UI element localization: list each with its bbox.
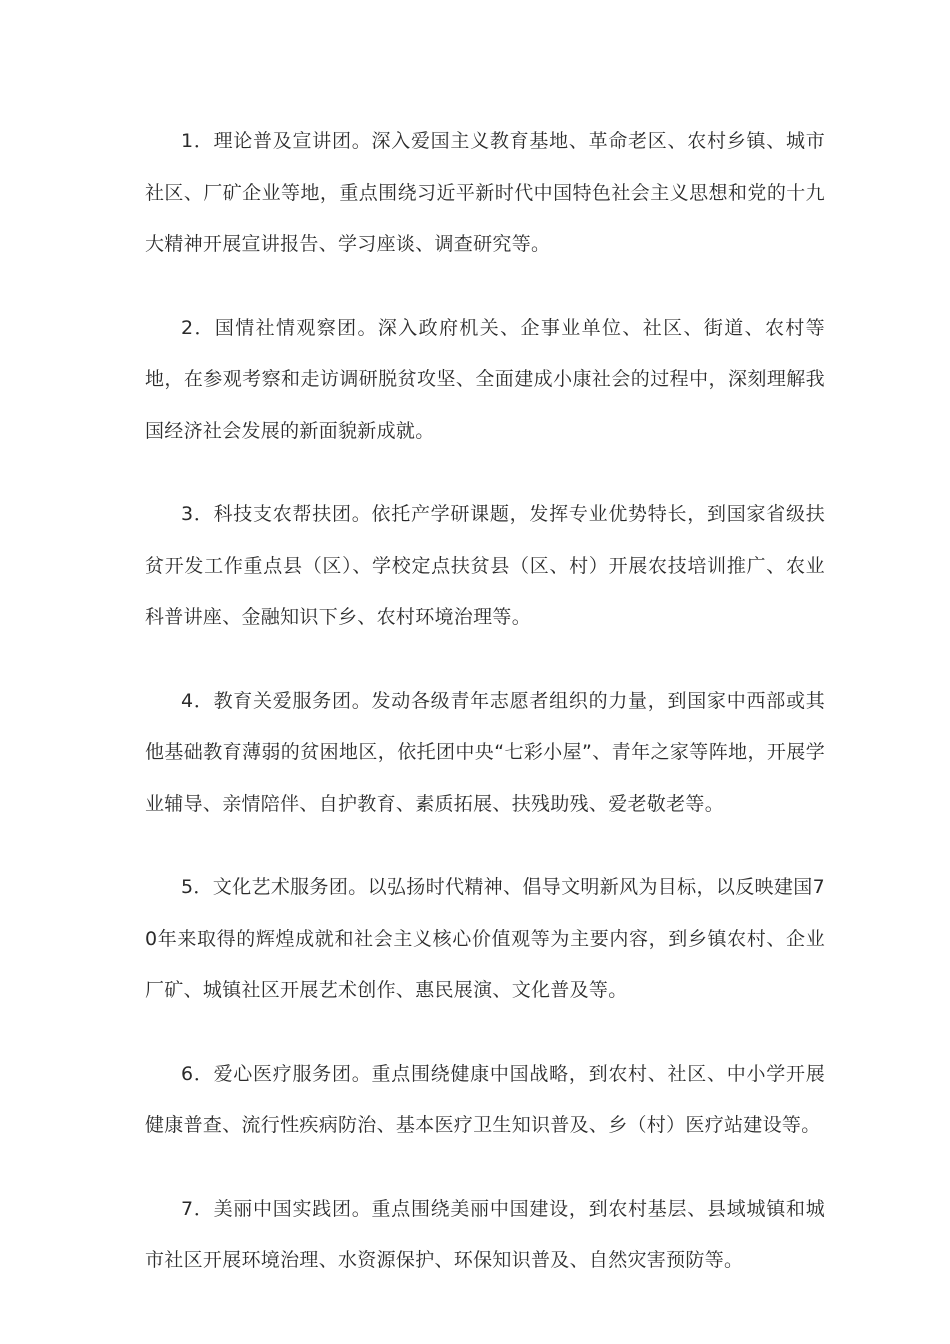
document-body: [145, 116, 825, 1287]
paragraph-5: 5．文化艺术服务团。以弘扬时代精神、倡导文明新风为目标，以反映建国70年来取得的辉煌成就和社会主义核心价值观等为主要内容，到乡镇农村、企业厂矿、城镇社区开展艺术创作、惠民展演、文化普及等。: [145, 876, 825, 1001]
paragraph-2: 2．国情社情观察团。深入政府机关、企事业单位、社区、街道、农村等地，在参观考察和走访调研脱贫攻坚、全面建成小康社会的过程中，深刻理解我国经济社会发展的新面貌新成就。: [145, 316, 825, 442]
paragraph-4: 4．教育关爱服务团。发动各级青年志愿者组织的力量，到国家中西部或其他基础教育薄弱的贫困地区，依托团中央“七彩小屋”、青年之家等阵地，开展学业辅导、亲情陪伴、自护教育、素质拓展、扶残助残、爱老敬老等。: [145, 689, 825, 815]
paragraph-7: 7．美丽中国实践团。重点围绕美丽中国建设，到农村基层、县域城镇和城市社区开展环境治理、水资源保护、环保知识普及、自然灾害预防等。: [145, 1197, 825, 1271]
paragraph-3: 3．科技支农帮扶团。依托产学研课题，发挥专业优势特长，到国家省级扶贫开发工作重点县（区）、学校定点扶贫县（区、村）开展农技培训推广、农业科普讲座、金融知识下乡、农村环境治理等。: [145, 503, 825, 628]
paragraph-6: 6．爱心医疗服务团。重点围绕健康中国战略，到农村、社区、中小学开展健康普查、流行性疾病防治、基本医疗卫生知识普及、乡（村）医疗站建设等。: [145, 1062, 825, 1136]
paragraph-1: 1．理论普及宣讲团。深入爱国主义教育基地、革命老区、农村乡镇、城市社区、厂矿企业等地，重点围绕习近平新时代中国特色社会主义思想和党的十九大精神开展宣讲报告、学习座谈、调查研究等。: [145, 130, 825, 255]
